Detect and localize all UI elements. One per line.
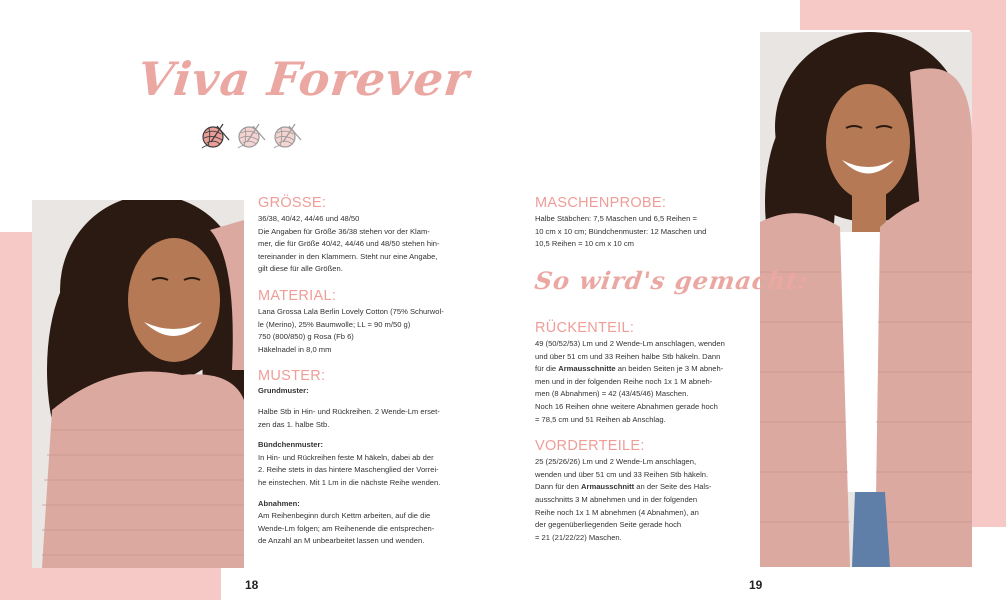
text-line: Noch 16 Reihen ohne weitere Abnahmen gerade hoch <box>535 401 718 411</box>
section-script-heading: So wird's gemacht: <box>532 266 811 295</box>
text-line: = 21 (21/22/22) Maschen. <box>535 532 622 542</box>
text-line: Halbe Stäbchen: 7,5 Maschen und 6,5 Reihen = <box>535 214 697 223</box>
text-line: = 78,5 cm und 51 Reihen ab Anschlag. <box>535 414 666 424</box>
text-line: 10 cm x 10 cm; Bündchenmuster: 12 Maschen und <box>535 226 707 236</box>
text-line: und über 51 cm und 33 Reihen halbe Stb häkeln. Dann <box>535 351 721 361</box>
text-line: he einstechen. Mit 1 Lm in die nächste Reihe wenden. <box>258 477 441 487</box>
section-heading-rueckenteil: RÜCKENTEIL: <box>535 320 635 336</box>
maschenprobe-text <box>535 213 749 251</box>
text-line: Wende-Lm folgen; am Reihenende die entsprechen- <box>258 523 435 533</box>
text-line: ausschnitts 3 M abnehmen und in der folgenden <box>535 494 698 504</box>
model-photo-right <box>760 32 972 567</box>
right-column-lower <box>535 320 749 544</box>
right-column <box>535 195 749 251</box>
text-line: wenden und über 51 cm und 33 Reihen Stb häkeln. <box>535 469 709 479</box>
text-line: Lana Grossa Lala Berlin Lovely Cotton (75% Schurwol- <box>258 306 444 316</box>
text-line: 49 (50/52/53) Lm und 2 Wende-Lm anschlagen, wenden <box>535 339 725 348</box>
text-line: men und in der folgenden Reihe noch 1x 1 M abneh- <box>535 376 713 386</box>
text-line: 750 (800/850) g Rosa (Fb 6) <box>258 332 354 342</box>
text-line: Am Reihenbeginn durch Kettm arbeiten, auf die die <box>258 511 431 521</box>
yarn-ball-icon <box>235 122 267 150</box>
groesse-text <box>258 213 470 276</box>
left-column <box>258 195 470 548</box>
text-line: der gegenüberliegenden Seite gerade hoch <box>535 520 682 530</box>
text-line: Häkelnadel in 8,0 mm <box>258 344 332 354</box>
text-line: 2. Reihe stets in das hintere Maschenglied der Vorrei- <box>258 465 439 475</box>
rueckenteil-text <box>535 338 749 426</box>
yarn-ball-icon <box>271 122 303 150</box>
text-line: men (8 Abnahmen) = 42 (43/45/46) Maschen. <box>535 389 689 399</box>
material-text <box>258 306 470 356</box>
text-line: gilt diese für alle Größen. <box>258 264 343 274</box>
page-number-left: 18 <box>245 578 259 592</box>
page-title: Viva Forever <box>135 52 473 106</box>
text-line: Dann für den Armausschnitt an der Seite des Hals- <box>535 482 712 492</box>
model-photo-left <box>32 200 244 568</box>
section-heading-muster: MUSTER: <box>258 368 326 385</box>
text-line: Halbe Stb in Hin- und Rückreihen. 2 Wende-Lm erset- <box>258 406 440 416</box>
yarn-ball-icon <box>199 122 231 150</box>
text-line: tereinander in den Klammern. Steht nur eine Angabe, <box>258 251 438 261</box>
text-line: le (Merino), 25% Baumwolle; LL = 90 m/50 g) <box>258 319 411 329</box>
text-line: 36/38, 40/42, 44/46 und 48/50 <box>258 214 360 223</box>
subheading-abnahmen: Abnahmen: <box>258 498 300 508</box>
text-line: Die Angaben für Größe 36/38 stehen vor der Klam- <box>258 226 430 236</box>
section-heading-maschenprobe: MASCHENPROBE: <box>535 195 667 211</box>
difficulty-rating <box>199 122 303 150</box>
text-line: zen das 1. halbe Stb. <box>258 419 330 429</box>
vorderteile-text <box>535 456 749 544</box>
text-line: de Anzahl an M unbearbeitet lassen und wenden. <box>258 536 425 546</box>
text-line: 10,5 Reihen = 10 cm x 10 cm <box>535 239 634 249</box>
section-heading-groesse: GRÖSSE: <box>258 195 327 211</box>
text-line: für die Armausschnitte an beiden Seiten je 3 M abneh- <box>535 364 724 374</box>
text-line: Reihe noch 1x 1 M abnehmen (4 Abnahmen), an <box>535 507 699 517</box>
section-heading-vorderteile: VORDERTEILE: <box>535 438 645 455</box>
subheading-grundmuster: Grundmuster: <box>258 386 309 396</box>
text-line: 25 (25/26/26) Lm und 2 Wende-Lm anschlagen, <box>535 457 697 467</box>
pink-block-right <box>970 0 1006 527</box>
subheading-buendchenmuster: Bündchenmuster: <box>258 440 323 450</box>
text-line: mer, die für Größe 40/42, 44/46 und 48/50 stehen hin- <box>258 239 440 249</box>
muster-text <box>258 385 470 548</box>
page-number-right: 19 <box>749 578 763 592</box>
section-heading-material: MATERIAL: <box>258 287 337 304</box>
text-line: In Hin- und Rückreihen feste M häkeln, dabei ab der <box>258 452 434 462</box>
